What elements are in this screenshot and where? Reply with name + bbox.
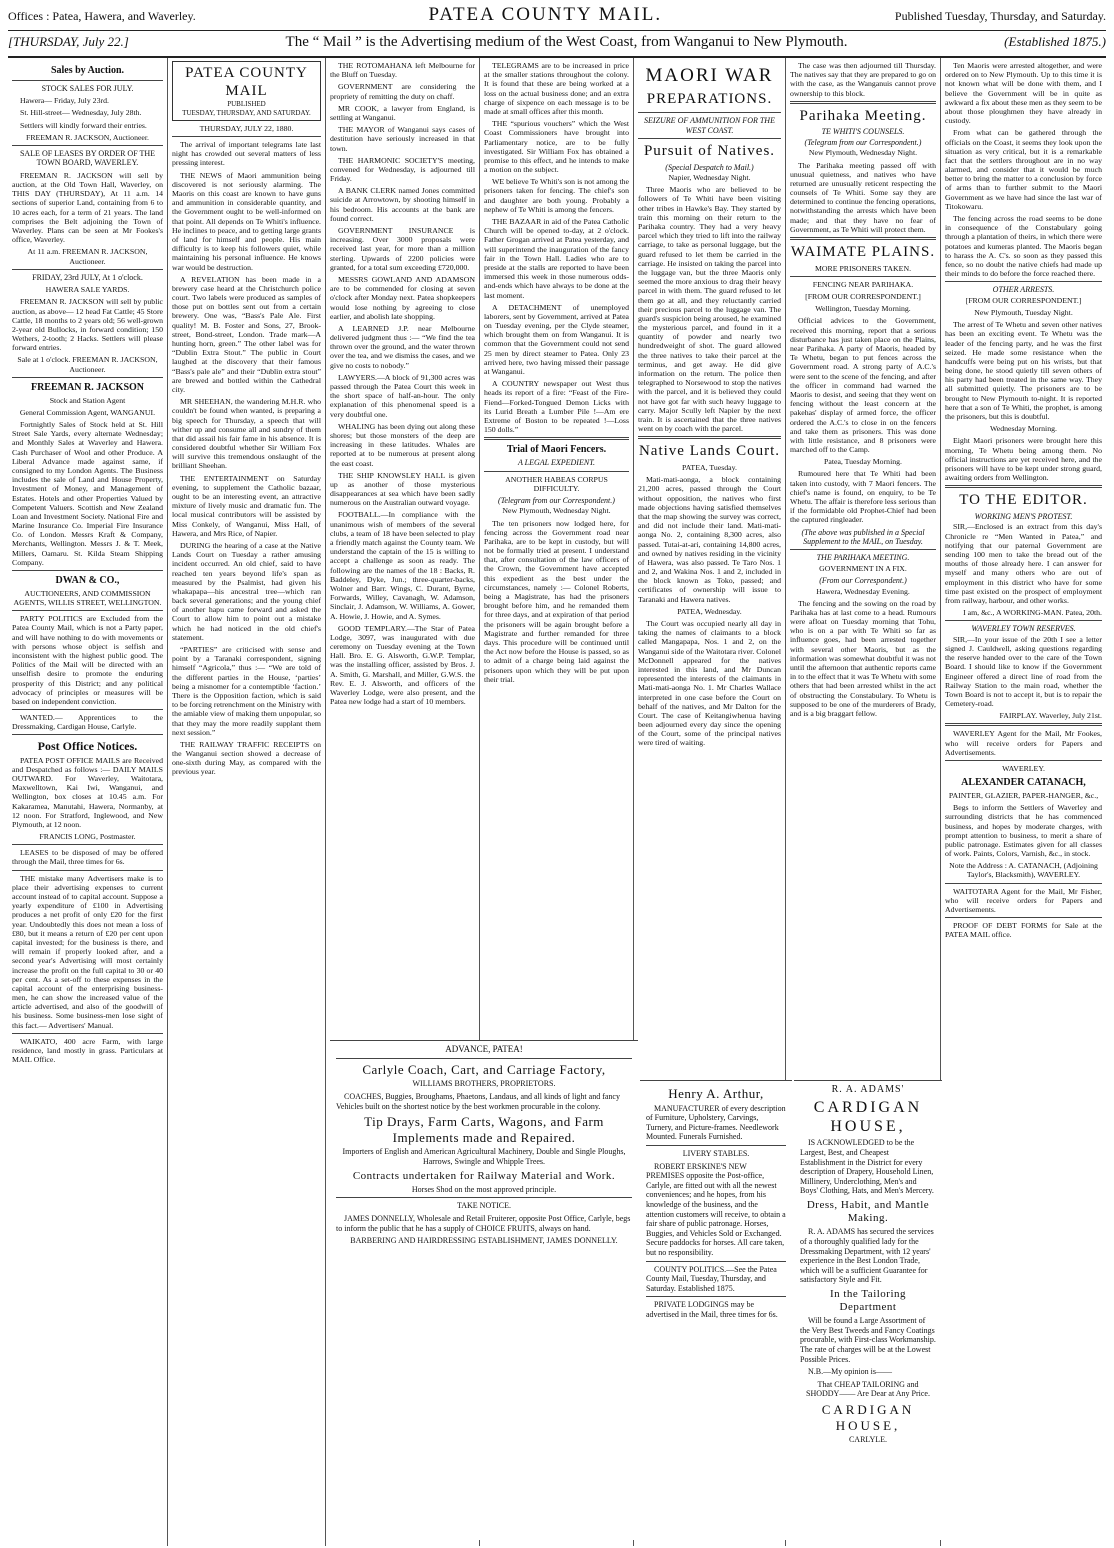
arrests-p1: Ten Maoris were arrested altogether, and were ordered on to New Plymouth. Up to this time it is not known what will be done with them, and I believe the Government will be in quite as awkward a fix about these men as they seem to be about those ploughmen they have already in custody. [945,61,1102,126]
auctioneer-sig-3: Sale at 1 o'clock. FREEMAN R. JACKSON, Auctioneer. [17,355,158,374]
barber-text: BARBERING AND HAIRDRESSING ESTABLISHMENT, JAMES DONNELLY. [350,1236,618,1246]
catanach-sig: Note the Address : A. CATANACH, (Adjoining Taylor's, Blacksmith), WAVERLEY. [949,861,1098,880]
leases-body: FREEMAN R. JACKSON will sell by auction, at the Old Town Hall, Waverley, on THIS DAY (THURSDAY), At 11 a.m. 14 sections of superior Land, containing from 6 to 10 acres each, for a term of 21 years. The land comprises the Belt adjoining the Town of Waverley. Plans can be seen at Mr Fookes's office, Waverley. [12,170,163,245]
tailor-body: Will be found a Large Assortment of the Very Best Tweeds and Fancy Coatings procurable, with First-class Workmanship. The rate of charges will be at the Lowest Possible Prices. [800,1316,936,1364]
issue-date: [THURSDAY, July 22.] [8,34,129,49]
editor-heading: TO THE EDITOR. [959,492,1088,509]
auctioneer-sig-2: At 11 a.m. FREEMAN R. JACKSON, Auctioneer. [27,247,148,266]
news-p11: WHALING has been dying out along these shores; but those monsters of the deep are increasing in these latitudes. Whales are reported at to be numerous at present along the east coast. [330,421,475,468]
party-politics: PARTY POLITICS are Excluded from the Patea County Mail, which is not a Party paper, and will have nothing to do with movements or with persons whose object is selfish and inconsistent with the highest public good. The Politics of the Mail will be directed with an unselfish desire to promote the enduring prosperity of this District; and any political advocacy of principles or measures will be based on independent conviction. [12,614,163,706]
livery-heading: LIVERY STABLES. [682,1148,750,1158]
trial-dateline: New Plymouth, Wednesday Night. [502,506,611,516]
reserves-heading: WAVERLEY TOWN RESERVES. [971,624,1076,634]
own-correspondent-2: [FROM OUR CORRESPONDENT.] [965,295,1082,305]
te-whiti-sub: TE WHITI'S COUNSELS. [821,127,905,137]
news-p3: MR COOK, a lawyer from England, is settling at Wanganui. [330,103,475,122]
friday-sale: FRIDAY, 23rd JULY, At 1 o'clock. [32,272,143,282]
trial-telegram: (Telegram from our Correspondent.) [498,495,615,505]
other-arrests: OTHER ARRESTS. [992,285,1055,295]
news2-p1: TELEGRAMS are to be increased in price at the smaller stations throughout the colony. It is found that these are being worked at a loss on the actual business done; and an extra charge of sixpence on each message is to be made at small offices after this month. [484,61,629,116]
editor-sig: I am, &c., A WORKING-MAN. Patea, 20th. [963,608,1102,618]
agent-body: Fortnightly Sales of Stock held at St. Hill Street Sale Yards, every alternate Wednesday; and Monthly Sales at Waverley and Hawera. Cash Purchaser of Wool and other Produce. A Liberal Advance made against same, if consigned to my London Agents. The Business includes the sale of Land and House Property, Investment of Money, and Management of Estates. Hotels and other Properties Valued by Competent Valuers. Scottish and New Zealand Loan and Investment Society. National Fire and Marine Insurance Co. Imperial Fire Insurance Co. of London. Messrs Kraft & Company, Merchants, Wellington. Messrs J. & T. Meek, Millers, Oamaru. St. Kilda Steam Shipping Company. [12,420,163,567]
maori-war-heading: MAORI WAR [645,65,774,86]
war-body: Three Maoris who are believed to be followers of Te Whiti have been visiting other tribes in Hawke's Bay. They started by train this morning on their return to the Parihaka country. They had a very heavy parcel which they tried to lift into the railway carriage, to take as personal luggage, but the guard refused to let them be carried in the carriage. He insisted on taking the parcel into the luggage van, but the three Maoris only seemed the more anxious to drag their heavy parcel in with them. The guard refused to let them go at all, and they reluctantly carried their precious parcel to the luggage van. The guard's suspicion being aroused, he examined the mysterious parcel, and found in it a quantity of powder and nearly two hundredweight of shot. The guard allowed the three natives to take their parcel at the terminus, and get away. He did give information on the return. The police then telegraphed to Norsewood to stop the natives with the parcel, and it is believed they could not have got far with such heavy luggage to carry. Major Scully left Napier by the next train. It is ascertained that the three natives went on by coach with the parcel. [638,185,781,434]
news2-p5: A DETACHMENT of unemployed laborers, sent by Government, arrived at Patea on Tuesday evening, per the Clyde steamer, which brought them on from Wanganui. It is common that the Government could not send 25 men by direct steamer to Patea. Only 23 arrived here, two having missed their passage at Wanganui. [484,302,629,376]
government-fix: GOVERNMENT IN A FIX. [819,563,907,573]
auctioneer-sig-1: FREEMAN R. JACKSON, Auctioneer. [25,132,150,142]
editorial-p7: “PARTIES” are criticised with sense and point by a Taranaki correspondent, signing himself “Agricola,” thus :— “We are told of the different parties in the House, ‘parties’ being a misnomer for a contemptible ‘faction.’ There is the Opposition faction, which is said to be forcing retrenchment on the Ministry with the amiable view of making them unpopular, so that they may the more readily supplant them next session.” [172,645,321,737]
dress-body: R. A. ADAMS has secured the services of a thoroughly qualified lady for the Dressmaking Department, with 12 years' experience in the Best London Trade, which will be a sufficient Guarantee for satisfactory Style and Fit. [800,1227,934,1285]
proof-forms: PROOF OF DEBT FORMS for Sale at the PATEA MAIL office. [945,921,1102,940]
leases-notice: LEASES to be disposed of may be offered through the Mail, three times for 6s. [12,848,163,867]
nlc-dateline: PATEA, Tuesday. [682,463,737,473]
np-dateline: New Plymouth, Tuesday Night. [974,307,1073,317]
waverley-agent: WAVERLEY Agent for the Mail, Mr Fookes, who will receive orders for Papers and Advertisements. [945,729,1102,757]
editorial-p1: The arrival of important telegrams late last night has crowded out several matters of less pressing interest. [172,140,321,168]
waimate-heading: WAIMATE PLAINS. [790,244,936,260]
news-p2: GOVERNMENT are considering the propriety of remitting the duty on chaff. [330,82,475,101]
nlc-body: Mati-mati-aonga, a block containing 21,200 acres, passed through the Court without opposition, the natives who first made objections having satisfied themselves that the map showing the survey was correct, and did not include their land. Mati-mati-aonga No. 2, containing 8,300 acres, also passed. Tutai-at-ari, containing 14,800 acres, and owned by natives residing in the vicinity of Hawera, was also passed. Te Taro Nos. 1 and 2, and Wakina Nos. 1 and 2, included in the block known as Toko, passed; and certificates of ownership will issue to Taranaki and Hawera natives. [638,475,781,604]
native-lands-heading: Native Lands Court. [638,443,781,460]
editorial-published: PUBLISHED [227,100,266,109]
war-sub: SEIZURE OF AMMUNITION FOR THE WEST COAST. [644,116,775,135]
catanach-sub: PAINTER, GLAZIER, PAPER-HANGER, &c., [948,790,1099,800]
dwan-heading: DWAN & CO., [55,575,120,587]
arthur-heading: Henry A. Arthur, [668,1086,764,1101]
adams-top: R. A. ADAMS' [831,1084,905,1095]
contracts-text: Contracts undertaken for Railway Material and Work. [352,1169,616,1182]
advance-patea: ADVANCE, PATEA! [445,1044,523,1054]
nlc-body-2: The Court was occupied nearly all day in taking the names of claimants to a block called Mangapapa, Nos. 1 and 2, on the Wanganui side of the Waitotara river. Colonel McDonnell appeared for the natives interested in this land, and Mr Duncan represented the interests of the claimants in Mati-mati-aonga No. 1. Mr Charles Wallace interpreted in one case before the Court on behalf of the natives, and Mr Dalton for the Court. The case of Keitangiwhenua having been adjourned every day since the opening of the Court, some of the principal natives were tired of waiting. [638,619,781,748]
news2-p3: WE believe Te Whiti's son is not among the prisoners taken for fencing. The chief's son and daughter are both young. Probably a nephew of Te Whiti is among the fencers. [484,177,629,214]
parihaka-heading: Parihaka Meeting. [799,107,927,124]
wanted-ad: WANTED.— Apprentices to the Dressmaking, Cardigan House, Carlyle. [12,713,163,732]
reserves-sig: FAIRPLAY. Waverley, July 21st. [999,711,1102,721]
supplement-note: (The above was published in a Special Supplement to the MAIL, on Tuesday. [801,527,925,546]
case-adjourned: The case was then adjourned till Thursday. The natives say that they are prepared to go on with the case, as the Wanganuis cannot prove ownership to this block. [790,61,936,98]
arthur-body: MANUFACTURER of every description of Furniture, Upholstery, Carvings, Turnery, and Picture-frames. Needlework Mounted. Funerals Furnished. [646,1103,786,1142]
editorial-date: THURSDAY, JULY 22, 1880. [199,123,294,133]
hawera-body: The fencing and the sowing on the road by Parihaka has at last come to a head. Rumours were afloat on Tuesday morning that Tohu, who is on a par with Te Whiti so far as influence goes, had been arrested together with several other Maoris, but as the information was somewhat doubtful it was not until the afternoon that authentic reports came in to the effect that it was Te Whetu with some others that had been arrested whilst in the act of obstructing the Constabulary. To Whetu is supposed to be one of the murderers of Brady, and is a big braggart fellow. [790,598,936,718]
pursuit-heading: Pursuit of Natives. [643,142,776,159]
news-p4: THE MAYOR of Wanganui says cases of destitution have seriously increased in that town. [330,125,475,153]
news-p9: A LEARNED J.P. near Melbourne delivered judgment thus :— “We find the tea thrown over the ground, and the water thrown over the tea, and we dismiss the cases, and we give no costs to nobody.” [330,323,475,370]
published-line: Published Tuesday, Thursday, and Saturday. [894,9,1106,23]
editorial-p3: A REVELATION has been made in a brewery case heard at the Christchurch police court. Two labels were produced as samples of those put on bottles sent out from a certain brewery. One was, “Bass's Pale Ale. First quality! M. B. Foster and Sons, 27, Brook-street, Bond-street, London. Trade mark—A hunting horn, green.” The other label was for “Dublin Extra Stout.” The public in Court laughed at the discovery that their famous “Bass's pale ale” and their “Dublin extra stout” are brewed and bottled within the Cathedral city. [172,274,321,394]
editorial-p8: THE RAILWAY TRAFFIC RECEIPTS on the Wanganui section showed a decrease of one-sixth during May, as compared with the previous year. [172,739,321,777]
arrests-p2: From what can be gathered through the officials on the Coast, it seems they look upon the situation as very critical, but it is a remarkable fact that the settlers throughout are in no way alarmed, and consider that it would be much better to bring the matter to a conclusion by force of arms than to further submit to the Maori Government as we have had since the last war of Titokowaru. [945,128,1102,211]
column-1 [8,58,168,1546]
arthur-livery-ads [640,1080,792,1540]
news-p13: FOOTBALL.—In compliance with the unanimous wish of members of the several clubs, a team of 18 have been selected to play a friendly match against the County team. We understand the captain of the 15 is willing to accept a challenge as soon as ready. The following are the names of the 18 : Backs, R. Baddeley, Dyke, Jun.; three-quarter-backs, Wolner and Barr. Wings, C. Durant, Byrne, Forwards, Willey, Cavanagh, W. Adamson, Sinclair, J. Adamson, W. Williams, A. Gower, A. Howie, J. Howie, and A. Symes. [330,510,475,621]
carlyle-footer: CARLYLE. [848,1435,888,1445]
trial-heading: Trial of Maori Fencers. [506,444,607,456]
sales-heading: Sales by Auction. [50,65,125,76]
waitotara-agent: WAITOTARA Agent for the Mail, Mr Fisher, who will receive orders for Papers and Advertisements. [945,886,1102,915]
carlyle-heading: Carlyle Coach, Cart, and Carriage Factory, [362,1061,606,1077]
livery-body: ROBERT ERSKINE'S NEW PREMISES opposite the Post-office, Carlyle, are fitted out with all the newest conveniences; and he hopes, from his knowledge of the business, and the attention customers will receive, to obtain a fair share of public patronage. Horses, Buggies, and Vehicles Sold or Exchanged. Secure paddocks for horses. All care taken, but no responsibility. [646,1161,786,1257]
trial-sub: A LEGAL EXPEDIENT. [517,458,596,468]
news-p5: THE HARMONIC SOCIETY'S meeting, convened for Wednesday, is adjourned till Friday. [330,155,475,184]
advertisers-mistake: THE mistake many Advertisers make is to place their advertising expenses to current account instead of to capital account. Suppose a yearly expenditure of £100 in Advertising produces a net profit of only £20 for the first year. Undoubtedly this does not mean a loss of £80, but it means a return of £20 per cent upon capital invested; for the business is there, and will remain if properly looked after, and a second year's Advertising will most certainly increase the profit on the full capital to 30 or 40 per cent. As a set-off to these expenses in the capital account of the enterprising business-men, he can show the increased value of the article advertised, and also of the goodwill of his business. Some business-men lose sight of this fact.— Advertisers' Manual. [12,873,163,1030]
county-politics: COUNTY POLITICS.—See the Patea County Mail, Tuesday, Thursday, and Saturday. Established 1875. [646,1264,777,1293]
correspondent-2: (From our Correspondent.) [819,576,907,586]
news2-p6: A COUNTRY newspaper out West thus heads its report of a fire: “Feast of the Fire-Fiend—Forked-Tongued Demon Licks with its Lurid Breath a Lumber Pile !—Am ere Extreme of Boston to be repeated !—Loss 150 dolls.” [484,379,629,435]
editor-sub: WORKING MEN'S PROTEST. [974,512,1073,521]
meeting-sub: THE PARIHAKA MEETING. [816,553,910,563]
news-p12: THE SHIP KNOWSLEY HALL is given up as another of those mysterious disappearances at sea which have been sadly numerous on the Australian outward voyage. [330,470,475,508]
agent-sub: Stock and Station Agent [49,395,126,405]
established: (Established 1875.) [1004,34,1106,49]
cheap-tailoring: That CHEAP TAILORING and SHODDY—— Are Dear at Any Price. [806,1379,930,1399]
sale-yards: HAWERA SALE YARDS. [45,285,130,295]
editor-body: SIR,—Enclosed is an extract from this day's Chronicle re “Men Wanted in Patea,” and notifying that our paternal Government are sending 100 men to take the bread out of the mouths of those already here. I can answer for myself and many others who are out of employment in this district who have for some time past existed on the prospect of employment from railway, harbour, and other works. [945,522,1102,605]
trial-heading-2: ANOTHER HABEAS CORPUS DIFFICULTY. [505,474,608,493]
catanach-heading: ALEXANDER CATANACH, [961,777,1086,789]
agent-heading: FREEMAN R. JACKSON [30,381,145,393]
patea-dateline: Patea, Tuesday Morning. [824,457,902,467]
secondary-header [8,31,1106,58]
patea-body: Rumoured here that Te Whiti had been taken into custody, with 7 Maori fencers. The chief's name is found, on enquiry, to be Te Whetu. The affair is therefore less serious than if the formidable old Prophet-Chief had been the captured ringleader. [790,469,936,525]
editorial-title: PATEA COUNTY MAIL [185,65,308,99]
napier-dateline: Napier, Wednesday Night. [668,173,751,183]
editorial-p2: THE NEWS of Maori ammunition being discovered is not seriously alarming. The Maoris on this coast are known to have guns and ammunition in considerable quantity, and the Government ought to be well-informed on that point. All depends on Te Whiti's influence. He inclines to peace, and to getting large grants of land for himself and people. His main difficulty is to keep his followers quiet, while maintaining his personal influence. He knows war would be destruction. [172,170,321,272]
editorial-masthead [172,61,321,121]
sthill-sale: St. Hill-street— Wednesday, July 28th. [20,108,142,118]
cardigan-body: IS ACKNOWLEDGED to be the Largest, Best, and Cheapest Establishment in the District for every description of Drapery, Household Linen, Millinery, Underclothing, Men's and Boys' Clothing, Hats, and Men's Mercery. [800,1138,934,1196]
importers-text: Importers of English and American Agricultural Machinery, Double and Single Ploughs, Harrows, Swingle and Whipple Trees. [342,1147,626,1166]
nb-opinion: N.B.—My opinion is—— [808,1367,893,1377]
fencing-sub: FENCING NEAR PARIHAKA. [812,279,914,289]
editorial-p5: THE ENTERTAINMENT on Saturday evening, to supplement the Catholic bazaar, ought to be an interesting event, an attractive mixture of lively music and dramatic fun. The local musical contributors will be assisted by Miss Conkely, of Wanganui, Miss Hall, of Hawera, and Mrs Rice, of Napier. [172,473,321,538]
tailor-heading: In the Tailoring Department [829,1287,907,1314]
hawera-dateline: Hawera, Wednesday Evening. [816,586,910,596]
editorial-p4: MR SHEEHAN, the wandering M.H.R. who couldn't be found when wanted, is preparing a big speech for Thursday, a speech that will wither up and consume all and sundry of them that did assail his fair fame in his absence. It is considered doubtful whether Sir William Fox will survive this tremendous onslaught of the brilliant Sheehan. [172,397,321,471]
maori-war-heading-2: PREPARATIONS. [646,91,773,108]
news-p8: MESSRS GOWLAND AND ADAMSON are to be commended for closing at seven o'clock after Monday next. Patea shopkeepers would lose nothing by agreeing to close earlier, and abolish late shopping. [330,274,475,321]
news-p7: GOVERNMENT INSURANCE is increasing. Over 3000 proposals were received last year, for more than a million sterling. Upwards of 2200 policies were granted, for a total sum exceeding £720,000. [330,226,475,272]
yards-body: FREEMAN R. JACKSON will sell by public auction, as above— 12 head Fat Cattle; 45 Store Cattle, 18 months to 2 years old; 56 well-grown 2-year old Bullocks, in forward condition; 150 Wethers, 2-tooth; 2 Hacks. Settlers will please forward entries. [12,297,163,353]
special-despatch: (Special Despatch to Mail.) [665,162,754,172]
arrests-p3: The fencing across the road seems to be done in consequence of the Constabulary going through a plantation of theirs, in which there were potatoes and kumeras planted. The Maoris began to harass the A. C's. so soon as they passed this fence, so no doubt the native chiefs had made up their minds to do before the force reached there. [945,214,1102,279]
private-lodgings: PRIVATE LODGINGS may be advertised in the Mail, three times for 6s. [646,1300,778,1319]
leases-heading: SALE OF LEASES BY ORDER OF THE TOWN BOARD, WAVERLEY. [19,148,156,168]
news-p10: LAWYERS.—A block of 91,300 acres was passed through the Patea Court this week in the short space of half-an-hour. The only explanation of this phenomenal speed is a very doubtful one. [330,372,475,419]
tagline: The “ Mail ” is the Advertising medium of the West Coast, from Wanganui to New Plymouth. [285,34,848,50]
wed-morning: Wednesday Morning. [990,424,1057,434]
horses-shod: Horses Shod on the most approved principle. [411,1184,557,1194]
te-whiti-telegram: (Telegram from our Correspondent.) [804,137,922,147]
wellington-body: Official advices to the Government, received this morning, report that a serious disturbance has just taken place on the Plains, near Parihaka. A party of Maoris, headed by Te Whetu, began to put fences across the Government road. A strong party of A.C.'s were sent to the scene of the fencing, and after the officer in command had warned the Maoris to desist, and seeing that they went on fencing without the least concern at the pakehas' display of armed force, the officer ordered the A.C.'s to close in on the fencers and take them as prisoners. This was done with little resistance, and 8 prisoners were marched off to the Camp. [790,316,936,455]
post-body: PATEA POST OFFICE MAILS are Received and Despatched as follows :— DAILY MAILS OUTWARD. For Waverley, Waitotara, Maxwelltown, Kai Iwi, Wanganui, and Wellington, box closes at 10.45 a.m. For Kakaramea, Manutahi, Hawera, Normanby, at 12 noon. For Stratford, Inglewood, and New Plymouth, at 12 noon. [12,755,163,829]
own-correspondent: [FROM OUR CORRESPONDENT.] [805,292,921,302]
reserves-body: SIR,—In your issue of the 20th I see a letter signed J. Cauldwell, asking questions regarding the reserve handed over to the care of the Town Board. I should like to know if the Government Engineer offered a direct line of road from the Railway Station to the main road, whether the Town Board is not to accept it, but is to repair the Cemetery-road. [945,634,1102,709]
te-whiti-dateline: New Plymouth, Wednesday Night. [808,148,918,158]
dress-heading: Dress, Habit, and Mantle Making. [806,1198,930,1225]
np-body: The arrest of Te Whetu and seven other natives has been an exciting event. Te Whetu was the leader of the fencing party, and he was the first seized. He made some resistance when the handcuffs were being put on his wrists, but that being done, he stood quietly till seven others of his party had been treated in the same way. They all submitted quietly. The prisoners are to be brought to New Plymouth to-night. It is reported here that a son of Te Whiti, the prophet, is among the prisoners, but this is doubtful. [945,320,1102,421]
settlers-note: Settlers will kindly forward their entries. [20,120,147,130]
williams-brothers: WILLIAMS BROTHERS, PROPRIETORS. [412,1079,556,1089]
carlyle-factory-ad [330,1040,638,1540]
column-2 [168,58,326,1546]
post-heading: Post Office Notices. [37,739,138,754]
waverley-label: WAVERLEY. [1002,764,1045,773]
waikato-ad: WAIKATO, 400 acre Farm, with large residence, land mostly in grass. Particulars at MAIL Office. [12,1036,163,1065]
trial-body: The ten prisoners now lodged here, for fencing across the Government road near Parihaka, are to be kept in custody, but will not be formally tried at present. I understand that, after consultation of the law officers of the Crown, the Government have accepted this expedient as the best under the circumstances, namely :— Colonel Roberts, being a Magistrate, has had the prisoners brought before him, and he remanded them for three days, and at expiration of that period the prisoners will be again brought before a Magistrate and further remanded for three days. This procedure will be continued until the Act now before the House is passed, so as to admit of a charge being laid against the prisoners upon which they will be put upon their trial. [484,518,629,684]
column-7 [941,58,1106,1546]
catanach-body: Begs to inform the Settlers of Waverley and surrounding districts that he has commenced business, and hopes by moderate charges, with prompt attention to business, to merit a share of public patronage. Estimates given for all classes of work. Paints, Colors, Varnish, &c., in stock. [945,803,1102,859]
waimate-sub: MORE PRISONERS TAKEN. [814,263,912,273]
editorial-days: TUESDAY, THURSDAY, AND SATURDAY. [182,108,311,117]
nlc-dateline-2: PATEA, Wednesday. [677,606,742,616]
te-whiti-body: The Parihaka meeting passed off with unusual quietness, and natives who have returned are unusually reticent respecting the counsels of Te Whiti. Some say they are determined to continue the fencing operations, notwithstanding the arrests which have been made; and that they have no fear of Government, as Te Whiti will protect them. [790,160,936,234]
news2-p4: THE BAZAAR in aid of the Patea Catholic Church will be opened to-day, at 2 o'clock. Father Grogan arrived at Patea yesterday, and will superintend the inauguration of the fancy fair in the Town Hall. Ladies who are to preside at the stalls are reported to have been immersed this week in those numerous odds-and-ends which have always to be done at the last moment. [484,217,629,300]
agent-title: General Commission Agent, WANGANUI. [19,407,156,417]
wed-body: Eight Maori prisoners were brought here this morning, Te Whetu being among them. No official instructions are yet received here, and the prisoners will have to be kept under strong guard, awaiting orders from Wellington. [945,436,1102,483]
tip-drays-heading: Tip Drays, Farm Carts, Wagons, and Farm Implements made and Repaired. [364,1114,604,1145]
donnelly-text: JAMES DONNELLY, Wholesale and Retail Fruiterer, opposite Post Office, Carlyle, begs to inform the public that he has a supply of CHOICE FRUITS, always on hand. [336,1213,631,1233]
news-p6: A BANK CLERK named Jones committed suicide at Arrowtown, by shooting himself in his bedroom. His accounts at the bank are found correct. [330,186,475,223]
coaches-text: COACHES, Buggies, Broughams, Phaetons, Landaus, and all kinds of light and fancy Vehicles built on the shortest notice by the best workmen procurable in the colony. [336,1091,620,1111]
offices-line: Offices : Patea, Hawera, and Waverley. [8,9,196,23]
news-p14: GOOD TEMPLARY.—The Star of Patea Lodge, 3097, was inaugurated with due ceremony on Tuesday evening at the Town Hall. Bro. E. G. Alsworth, G.W.P. Templar, was the installing officer, assisted by Bros. J. A. Smith, G. Marshall, and Miller, G.W.S. the Rev. E. J. Alsworth, and officers of the Waverley Lodge, were also present, and the Patea new lodge had a start of 10 members. [330,623,475,707]
cardigan-heading: CARDIGAN HOUSE, [813,1099,923,1136]
news2-p2: THE “spurious vouchers” which the West Coast Commissioners have brought into Parliamentary notice, are to be fully investigated. Sir William Fox has obtained a promise to this effect, and he intends to make a motion on the subject. [484,119,629,175]
masthead-title: PATEA COUNTY MAIL. [428,4,663,25]
cardigan-footer: CARDIGAN HOUSE, [821,1402,915,1433]
stock-sales: STOCK SALES FOR JULY. [41,83,134,93]
wellington-dateline: Wellington, Tuesday Morning. [815,304,911,314]
post-sig: FRANCIS LONG, Postmaster. [39,832,136,842]
take-notice: TAKE NOTICE. [456,1201,511,1211]
top-header [8,4,1106,31]
news-p1: THE ROTOMAHANA left Melbourne for the Bluff on Tuesday. [330,61,475,80]
hawera-sale: Hawera— Friday, July 23rd. [20,96,109,106]
editorial-p6: DURING the hearing of a case at the Native Lands Court on Tuesday a rather amusing incident occurred. An old chief, said to have reached ten years beyond life's span as measured by the Psalmist, had given his whakapapa—his ancestral tree—which ran back several generations; and the young chief of another hapu came forward and asked the Court to allow him to point out a mistake which he had noticed in the old chief's statement. [172,540,321,642]
dwan-body: AUCTIONEERS, AND COMMISSION AGENTS, WILLIS STREET, WELLINGTON. [13,588,162,608]
cardigan-house-ad [794,1080,942,1540]
